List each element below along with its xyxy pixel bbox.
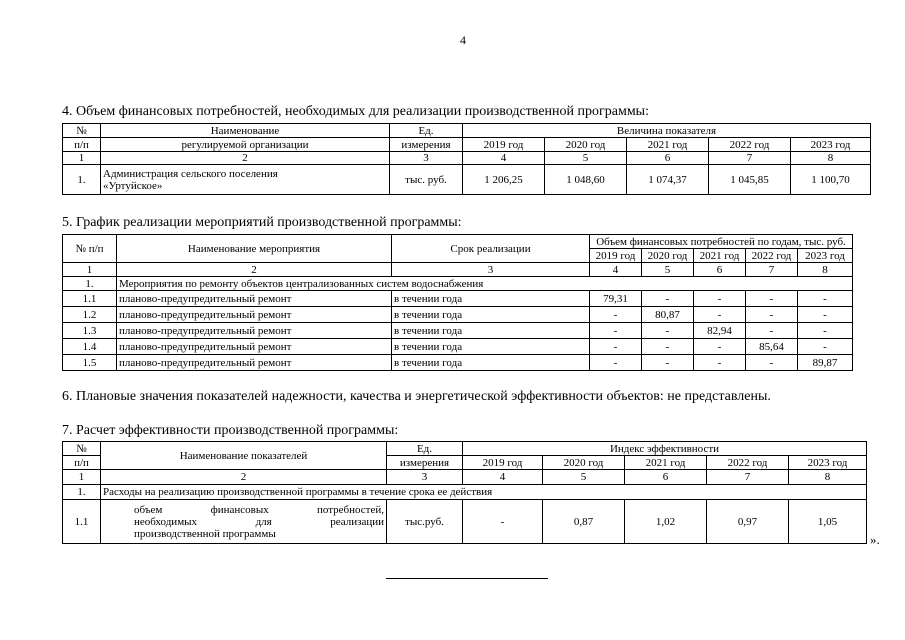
- index-cell: 8: [798, 263, 853, 277]
- activity-term: в течении года: [392, 339, 590, 355]
- organization-name: [101, 165, 390, 195]
- year-header: 2019 год: [463, 456, 543, 470]
- index-cell: 5: [543, 470, 625, 485]
- header-index: Индекс эффективности: [463, 442, 867, 456]
- value-cell: -: [798, 339, 853, 355]
- header-num-sub: п/п: [63, 138, 101, 152]
- value-cell: 1 100,70: [791, 165, 871, 195]
- group-row: [63, 277, 853, 291]
- value-cell: -: [590, 355, 642, 371]
- activity-term: в течении года: [392, 307, 590, 323]
- row-num: 1.1: [63, 500, 101, 544]
- index-row: [63, 263, 853, 277]
- year-header: 2021 год: [627, 138, 709, 152]
- index-cell: 6: [627, 152, 709, 165]
- value-cell: 0,97: [707, 500, 789, 544]
- index-cell: 7: [746, 263, 798, 277]
- value-cell: -: [798, 291, 853, 307]
- index-cell: 1: [63, 263, 117, 277]
- value-cell: 1 045,85: [709, 165, 791, 195]
- value-cell: -: [798, 323, 853, 339]
- year-header: 2023 год: [789, 456, 867, 470]
- index-cell: 4: [463, 152, 545, 165]
- table-row: [63, 291, 853, 307]
- organization-name-line1: Администрация сельского поселения: [103, 167, 278, 180]
- value-cell: -: [590, 339, 642, 355]
- activity-name: планово-предупредительный ремонт: [117, 291, 392, 307]
- row-num: 1.5: [63, 355, 117, 371]
- index-cell: 8: [791, 152, 871, 165]
- index-cell: 7: [709, 152, 791, 165]
- row-num: 1.4: [63, 339, 117, 355]
- index-cell: 3: [390, 152, 463, 165]
- financial-needs-table: [62, 123, 871, 195]
- closing-quote: ».: [870, 532, 880, 547]
- value-cell: -: [590, 307, 642, 323]
- unit-cell: тыс. руб.: [390, 165, 463, 195]
- index-cell: 1: [63, 470, 101, 485]
- value-cell: -: [694, 291, 746, 307]
- index-cell: 5: [545, 152, 627, 165]
- year-header: 2022 год: [746, 249, 798, 263]
- value-cell: -: [746, 291, 798, 307]
- value-cell: -: [746, 323, 798, 339]
- header-volume: Объем финансовых потребностей по годам, тыс. руб.: [590, 235, 853, 249]
- row-num: 1.2: [63, 307, 117, 323]
- index-row: [63, 152, 871, 165]
- value-cell: -: [694, 339, 746, 355]
- activity-name: планово-предупредительный ремонт: [117, 339, 392, 355]
- value-cell: -: [798, 307, 853, 323]
- index-cell: 6: [694, 263, 746, 277]
- value-cell: 1 048,60: [545, 165, 627, 195]
- table-row: [63, 339, 853, 355]
- activity-name: планово-предупредительный ремонт: [117, 307, 392, 323]
- activity-term: в течении года: [392, 323, 590, 339]
- group-num: 1.: [63, 277, 117, 291]
- value-cell: 82,94: [694, 323, 746, 339]
- value-cell: 80,87: [642, 307, 694, 323]
- activity-name: планово-предупредительный ремонт: [117, 323, 392, 339]
- header-value: Величина показателя: [463, 124, 871, 138]
- value-cell: -: [642, 339, 694, 355]
- indicator-name-line1: объем финансовых потребностей,: [134, 503, 384, 516]
- header-unit: Ед.: [390, 124, 463, 138]
- year-header: 2019 год: [463, 138, 545, 152]
- section5-heading: 5. График реализации мероприятий производственной программы:: [62, 215, 462, 230]
- table-row: [63, 500, 867, 544]
- header-name-sub: регулируемой организации: [101, 138, 390, 152]
- group-num: 1.: [63, 485, 101, 500]
- value-cell: 1,02: [625, 500, 707, 544]
- value-cell: 0,87: [543, 500, 625, 544]
- group-label: Расходы на реализацию производственной программы в течение срока ее действия: [101, 485, 867, 500]
- divider-line: [386, 578, 548, 579]
- value-cell: -: [694, 307, 746, 323]
- section4-heading: 4. Объем финансовых потребностей, необходимых для реализации производственной программы:: [62, 104, 649, 119]
- row-num: 1.3: [63, 323, 117, 339]
- value-cell: 89,87: [798, 355, 853, 371]
- activity-term: в течении года: [392, 355, 590, 371]
- row-num: 1.1: [63, 291, 117, 307]
- value-cell: 1 206,25: [463, 165, 545, 195]
- group-label: Мероприятия по ремонту объектов централизованных систем водоснабжения: [117, 277, 853, 291]
- value-cell: -: [746, 355, 798, 371]
- organization-name-line2: «Уртуйское»: [103, 179, 163, 192]
- header-num: № п/п: [63, 235, 117, 263]
- row-num: 1.: [63, 165, 101, 195]
- year-header: 2020 год: [642, 249, 694, 263]
- index-cell: 4: [590, 263, 642, 277]
- year-header: 2023 год: [798, 249, 853, 263]
- value-cell: 1 074,37: [627, 165, 709, 195]
- activity-term: в течении года: [392, 291, 590, 307]
- table-row: [63, 307, 853, 323]
- group-row: [63, 485, 867, 500]
- index-cell: 6: [625, 470, 707, 485]
- year-header: 2022 год: [707, 456, 789, 470]
- header-unit-sub: измерения: [390, 138, 463, 152]
- index-cell: 7: [707, 470, 789, 485]
- year-header: 2019 год: [590, 249, 642, 263]
- index-cell: 4: [463, 470, 543, 485]
- index-row: [63, 470, 867, 485]
- value-cell: -: [642, 291, 694, 307]
- header-name: Наименование показателей: [101, 442, 387, 470]
- value-cell: -: [642, 355, 694, 371]
- value-cell: -: [642, 323, 694, 339]
- header-unit-sub: измерения: [387, 456, 463, 470]
- header-num-sub: п/п: [63, 456, 101, 470]
- header-num: №: [63, 442, 101, 456]
- year-header: 2020 год: [543, 456, 625, 470]
- value-cell: -: [590, 323, 642, 339]
- index-cell: 5: [642, 263, 694, 277]
- section6-heading: 6. Плановые значения показателей надежности, качества и энергетической эффективности объектов: не представлены.: [62, 389, 771, 404]
- header-term: Срок реализации: [392, 235, 590, 263]
- year-header: 2021 год: [625, 456, 707, 470]
- header-num: №: [63, 124, 101, 138]
- value-cell: -: [463, 500, 543, 544]
- activity-name: планово-предупредительный ремонт: [117, 355, 392, 371]
- header-name: Наименование: [101, 124, 390, 138]
- indicator-name-line2: необходимых для реализации: [134, 515, 384, 528]
- indicator-name-line3: производственной программы: [134, 527, 276, 540]
- efficiency-table: [62, 441, 867, 544]
- header-name: Наименование мероприятия: [117, 235, 392, 263]
- value-cell: -: [746, 307, 798, 323]
- page-number: 4: [460, 33, 466, 47]
- indicator-name: [101, 500, 387, 544]
- schedule-table: [62, 234, 853, 371]
- year-header: 2023 год: [791, 138, 871, 152]
- value-cell: -: [694, 355, 746, 371]
- index-cell: 1: [63, 152, 101, 165]
- index-cell: 2: [117, 263, 392, 277]
- year-header: 2021 год: [694, 249, 746, 263]
- table-row: [63, 323, 853, 339]
- index-cell: 3: [387, 470, 463, 485]
- unit-cell: тыс.руб.: [387, 500, 463, 544]
- table-row: [63, 165, 871, 195]
- index-cell: 3: [392, 263, 590, 277]
- year-header: 2020 год: [545, 138, 627, 152]
- value-cell: 79,31: [590, 291, 642, 307]
- value-cell: 85,64: [746, 339, 798, 355]
- year-header: 2022 год: [709, 138, 791, 152]
- index-cell: 2: [101, 470, 387, 485]
- table-row: [63, 355, 853, 371]
- index-cell: 8: [789, 470, 867, 485]
- header-unit: Ед.: [387, 442, 463, 456]
- value-cell: 1,05: [789, 500, 867, 544]
- section7-heading: 7. Расчет эффективности производственной программы:: [62, 423, 399, 438]
- index-cell: 2: [101, 152, 390, 165]
